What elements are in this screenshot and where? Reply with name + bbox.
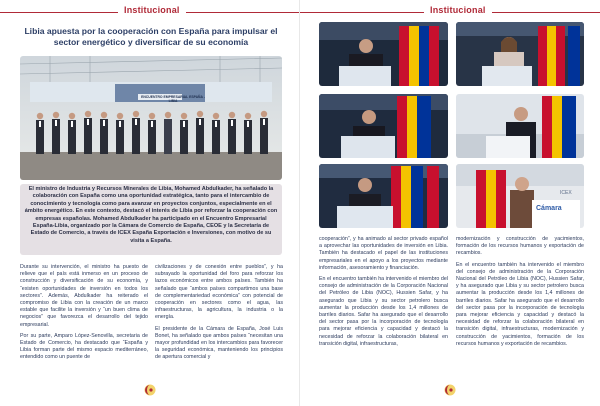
paragraph: cooperación”, y ha animado al sector privado español a aprovechar las oportunidades de inversión en Libia. También ha destacado el papel de las instituciones empresariales en el apoyo a los proyectos mediante información, asesoramiento y financiación. <box>319 236 448 271</box>
right-page <box>300 0 600 406</box>
article-lead: El ministro de Industria y Recursos Minerales de Libia, Mohamed Abdulkader, ha señalado la colaboración con España como una oportunidad estratégica, tanto para el intercambio de conocimiento y tecnología como para avanzar en proyectos conjuntos, especialmente en el ámbito energético. En este contexto, destacó el interés de Libia por reforzar la cooperación con empresas españolas. Mohamed Abdulkader ha participado en el Encuentro Empresarial España-Libia, organizado por la Cámara de Comercio de España, CEOE y la Secretaría de Estado de Comercio, a través de ICEX España Exportación e Inversiones, con motivo de su visita a España. <box>24 186 278 244</box>
article-lead-box <box>20 184 282 255</box>
text-column-3 <box>319 236 448 352</box>
paragraph: civilizaciones y de conexión entre pueblos”, y ha subrayado la oportunidad del foro para reforzar los lazos económicos entre ambos países. También ha señalado que “ambos países compartimos una base de complementariedad económica” con potencial de cooperación en sectores como el agua, las infraestructuras, la agricultura, la industria o la energía. <box>155 264 283 321</box>
chamber-logo-icon <box>444 384 456 396</box>
photo-speaker-6 <box>456 164 584 228</box>
paragraph: El presidente de la Cámara de España, José Luis Bonet, ha señalado que ambos países “necesitan una mayor profundidad en los intercambios para favorecer la seguridad económica, manteniendo los principios de apertura comercial y <box>155 325 283 361</box>
text-column-1 <box>20 264 148 366</box>
photo-speaker-5 <box>319 164 448 228</box>
stage-banner-text: ENCUENTRO EMPRESARIAL ESPAÑA - LIBIA <box>141 95 205 103</box>
section-label: Institucional <box>424 5 492 15</box>
group-photo <box>20 56 282 180</box>
text-column-2 <box>155 264 283 366</box>
paragraph: Durante su intervención, el ministro ha puesto de relieve que el país está inmerso en un proceso de construcción y diversificación de su economía, y “existen oportunidades de inversión en todos los sectores”. Además, Abdulkader ha reiterado el compromiso de Libia con la creación de un marco estable que facilite la inversión y “un buen clima de negocios” que favorezca el desarrollo del tejido empresarial. <box>20 264 148 328</box>
podium-label: Cámara <box>536 205 562 212</box>
text-column-4 <box>456 236 584 352</box>
paragraph: modernización y construcción de yacimientos, formación de los recursos humanos y exportación de recambios. <box>456 236 584 257</box>
photo-speaker-1 <box>319 22 448 86</box>
photo-speaker-2 <box>456 22 584 86</box>
photo-speaker-3 <box>319 94 448 158</box>
chamber-logo-icon <box>144 384 156 396</box>
article-headline: Libia apuesta por la cooperación con España para impulsar el sector energético y diversificar de su economía <box>24 26 278 47</box>
podium-brand: ICEX <box>560 190 572 196</box>
paragraph: En el encuentro también ha intervenido el miembro del consejo de administración de la Corporación Nacional del Petróleo de Libia (NOC), Hussien Safar, y ha asegurado que Libia y su sector petrolero busca aumentar la producción desde los 1,4 millones de barriles diarios. Safar ha asegurado que el desarrollo del sector pasa por la incorporación de tecnología para mejorar eficiencia y capacidad y destacó la necesidad de reforzar la colaboración bilateral en transición digital, infraestructuras, modernización y construcción de yacimientos, formación de los recursos humanos y exportación de recambios. <box>456 261 584 347</box>
paragraph: En el encuentro también ha intervenido el miembro del consejo de administración de la Corporación Nacional del Petróleo de Libia (NOC), Hussien Safar, y ha asegurado que Libia y su sector petrolero busca aumentar la producción desde los 1,4 millones de barriles diarios. Safar ha asegurado que el desarrollo del sector pasa por la incorporación de tecnología para mejorar eficiencia y capacidad y destacó la necesidad de reforzar la colaboración bilateral en transición digital, infraestructuras, <box>319 276 448 347</box>
section-label: Institucional <box>118 5 186 15</box>
photo-speaker-4 <box>456 94 584 158</box>
paragraph: Por su parte, Amparo López-Senovilla, secretaria de Estado de Comercio, ha destacado que “España y Libia forman parte del mismo espacio mediterráneo, entendido como un puente de <box>20 332 148 361</box>
